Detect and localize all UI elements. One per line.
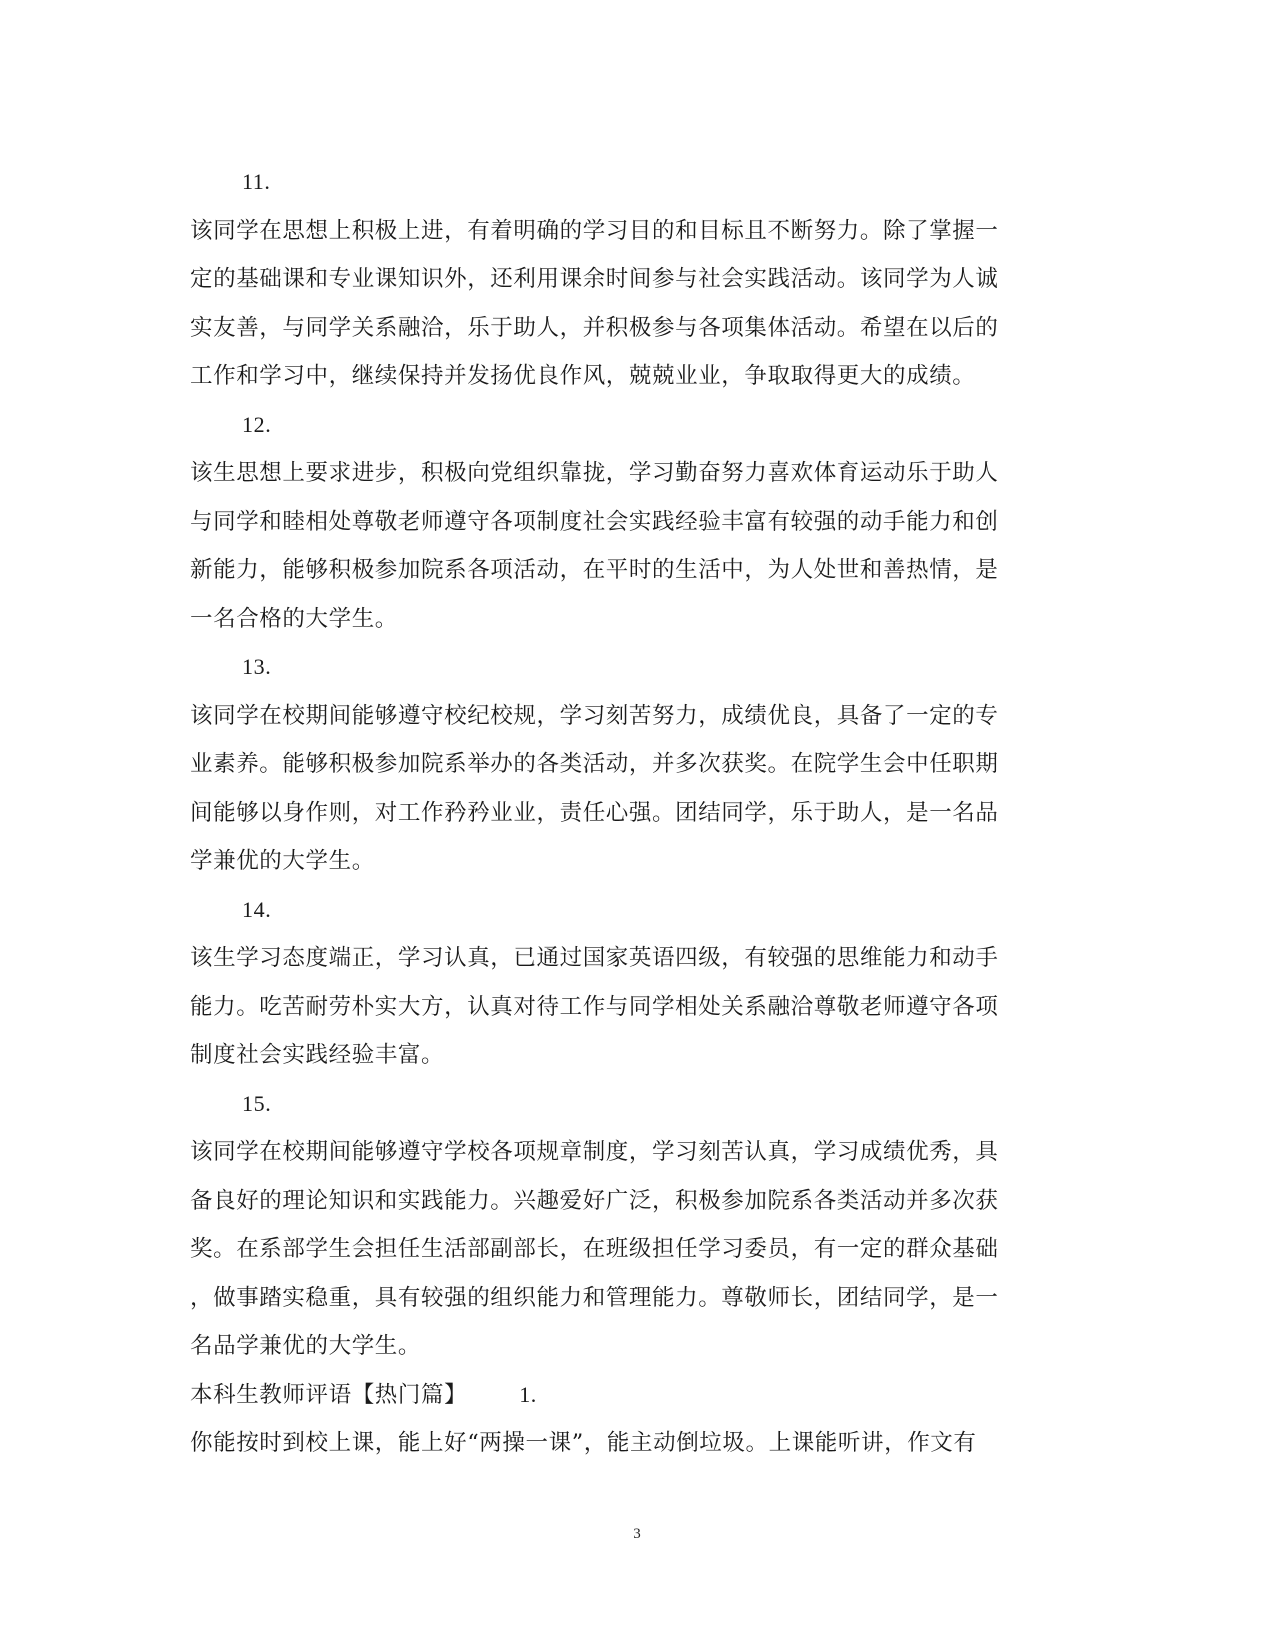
paragraph-line: 定的基础课和专业课知识外，还利用课余时间参与社会实践活动。该同学为人诚 bbox=[190, 266, 999, 292]
paragraph-line: 实友善，与同学关系融洽，乐于助人，并积极参与各项集体活动。希望在以后的 bbox=[190, 314, 999, 341]
document-body bbox=[190, 158, 1072, 1468]
section-number: 15. bbox=[242, 1090, 272, 1116]
paragraph-line: 备良好的理论知识和实践能力。兴趣爱好广泛，积极参加院系各类活动并多次获 bbox=[190, 1187, 999, 1214]
paragraph-line: 该同学在校期间能够遵守校纪校规，学习刻苦努力，成绩优良，具备了一定的专 bbox=[190, 702, 999, 729]
paragraph-line: 你能按时到校上课，能上好“两操一课”，能主动倒垃圾。上课能听讲，作文有 bbox=[190, 1430, 977, 1456]
paragraph-line: 该生学习态度端正，学习认真，已通过国家英语四级，有较强的思维能力和动手 bbox=[190, 945, 999, 971]
section-number: 13. bbox=[242, 654, 272, 679]
page-number: 3 bbox=[633, 1526, 641, 1542]
paragraph-line: 制度社会实践经验丰富。 bbox=[190, 1042, 445, 1068]
paragraph-line: 间能够以身作则，对工作矜矜业业，责任心强。团结同学，乐于助人，是一名品 bbox=[190, 799, 999, 826]
section-number: 12. bbox=[242, 411, 272, 437]
heading-title: 本科生教师评语【热门篇】 bbox=[190, 1381, 468, 1408]
paragraph-line: 该生思想上要求进步，积极向党组织靠拢，学习勤奋努力喜欢体育运动乐于助人 bbox=[190, 460, 999, 486]
paragraph-line: 奖。在系部学生会担任生活部副部长，在班级担任学习委员，有一定的群众基础 bbox=[190, 1236, 999, 1262]
paragraph-line: 名品学兼优的大学生。 bbox=[190, 1333, 422, 1359]
paragraph-line: 能力。吃苦耐劳朴实大方，认真对待工作与同学相处关系融洽尊敬老师遵守各项 bbox=[190, 993, 999, 1020]
paragraph-line: 新能力，能够积极参加院系各项活动，在平时的生活中，为人处世和善热情，是 bbox=[190, 557, 999, 583]
paragraph-line: 与同学和睦相处尊敬老师遵守各项制度社会实践经验丰富有较强的动手能力和创 bbox=[190, 508, 999, 535]
paragraph-line: 业素养。能够积极参加院系举办的各类活动，并多次获奖。在院学生会中任职期 bbox=[190, 751, 999, 777]
paragraph-line: ，做事踏实稳重，具有较强的组织能力和管理能力。尊敬师长，团结同学，是一 bbox=[190, 1284, 999, 1311]
section-number: 14. bbox=[242, 896, 272, 922]
paragraph-line: 该同学在校期间能够遵守学校各项规章制度，学习刻苦认真，学习成绩优秀，具 bbox=[190, 1139, 999, 1165]
paragraph-line: 该同学在思想上积极上进，有着明确的学习目的和目标且不断努力。除了掌握一 bbox=[190, 217, 999, 244]
paragraph-line: 工作和学习中，继续保持并发扬优良作风，兢兢业业，争取取得更大的成绩。 bbox=[190, 363, 976, 389]
paragraph-line: 一名合格的大学生。 bbox=[190, 605, 398, 632]
heading-number: 1. bbox=[519, 1381, 537, 1407]
section-number: 11. bbox=[242, 169, 271, 194]
paragraph-line: 学兼优的大学生。 bbox=[190, 848, 375, 874]
section-heading bbox=[190, 1371, 1072, 1420]
